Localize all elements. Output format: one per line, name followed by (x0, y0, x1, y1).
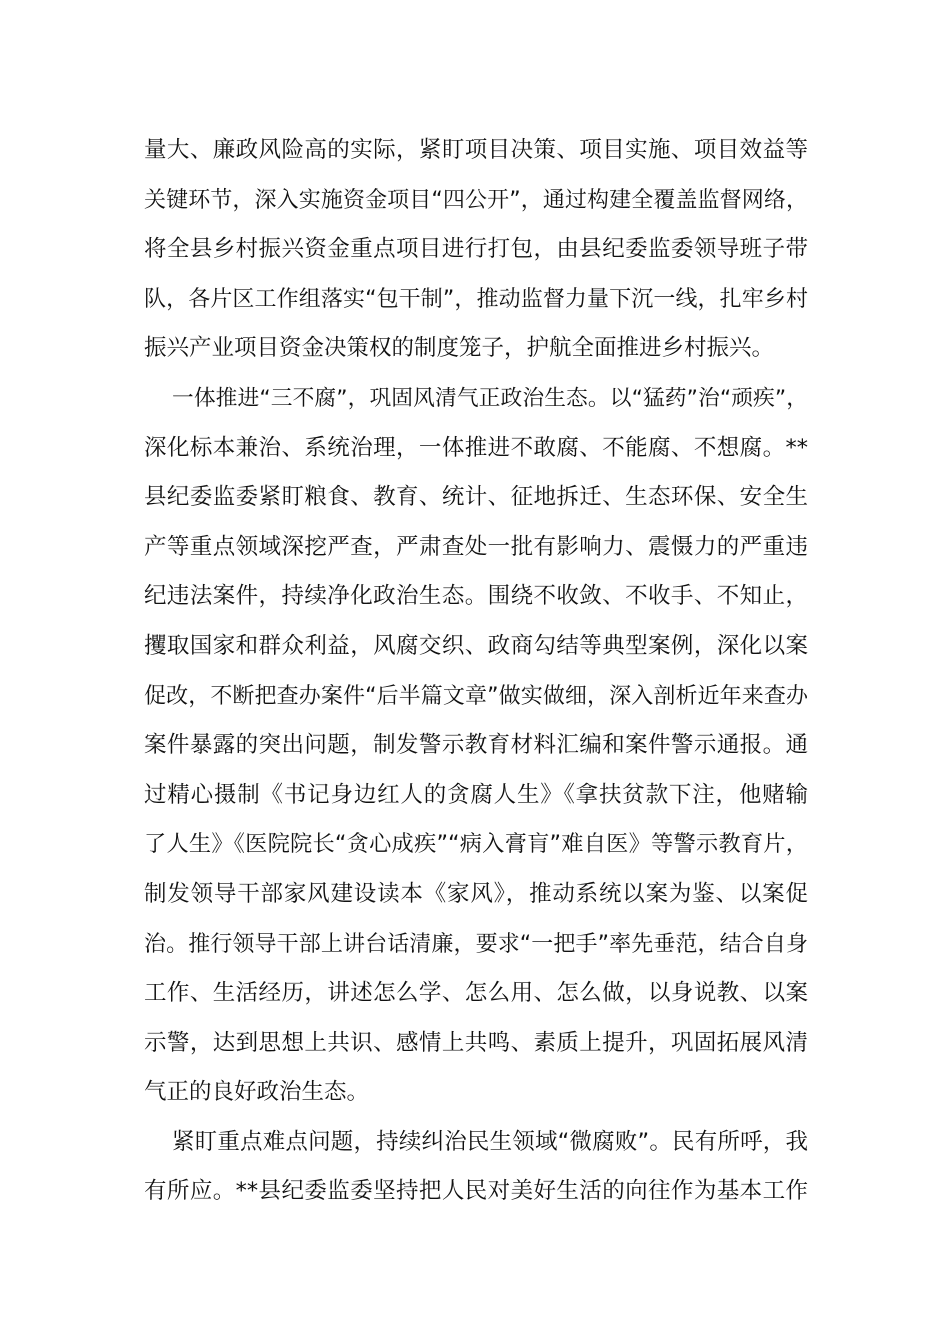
text-line: 振兴产业项目资金决策权的制度笼子，护航全面推进乡村振兴。 (144, 335, 775, 362)
text-line: 工作、生活经历，讲述怎么学、怎么用、怎么做，以身说教、以案 (144, 980, 808, 1007)
text-line: 关键环节，深入实施资金项目“四公开”，通过构建全覆盖监督网络， (144, 187, 808, 213)
text-line: 县纪委监委紧盯粮食、教育、统计、征地拆迁、生态环保、安全生 (144, 484, 808, 511)
text-line: 案件暴露的突出问题，制发警示教育材料汇编和案件警示通报。通 (144, 732, 808, 759)
text-line: 治。推行领导干部上讲台话清廉，要求“一把手”率先垂范，结合自身 (144, 931, 808, 957)
text-line: 纪违法案件，持续净化政治生态。围绕不收敛、不收手、不知止， (144, 583, 808, 610)
text-line: 攫取国家和群众利益，风腐交织、政商勾结等典型案例，深化以案 (144, 632, 808, 659)
text-line: 深化标本兼治、系统治理，一体推进不敢腐、不能腐、不想腐。** (144, 434, 808, 461)
text-line: 紧盯重点难点问题，持续纠治民生领域“微腐败”。民有所呼，我 (172, 1128, 808, 1155)
paragraph-1 (144, 126, 808, 374)
text-line: 气正的良好政治生态。 (144, 1079, 370, 1106)
text-line: 促改，不断把查办案件“后半篇文章”做实做细，深入剖析近年来查办 (144, 683, 808, 709)
text-line: 了人生》《医院院长“贪心成疾”“病入膏肓”难自医》等警示教育片， (144, 831, 808, 858)
text-line: 示警，达到思想上共识、感情上共鸣、素质上提升，巩固拓展风清 (144, 1029, 808, 1056)
body-text (144, 126, 808, 1217)
text-line: 队，各片区工作组落实“包干制”，推动监督力量下沉一线，扎牢乡村 (144, 286, 808, 312)
text-line: 过精心摄制《书记身边红人的贪腐人生》《拿扶贫款下注，他赌输 (144, 781, 808, 808)
text-line: 将全县乡村振兴资金重点项目进行打包，由县纪委监委领导班子带 (144, 236, 808, 263)
text-line: 一体推进“三不腐”，巩固风清气正政治生态。以“猛药”治“顽疾”， (172, 385, 808, 411)
paragraph-2 (144, 374, 808, 1118)
text-line: 量大、廉政风险高的实际，紧盯项目决策、项目实施、项目效益等 (144, 137, 808, 163)
text-line: 有所应。**县纪委监委坚持把人民对美好生活的向往作为基本工作 (144, 1178, 808, 1205)
text-line: 制发领导干部家风建设读本《家风》，推动系统以案为鉴、以案促 (144, 880, 808, 907)
paragraph-3 (144, 1118, 808, 1217)
text-line: 产等重点领域深挖严查，严肃查处一批有影响力、震慑力的严重违 (144, 533, 808, 560)
